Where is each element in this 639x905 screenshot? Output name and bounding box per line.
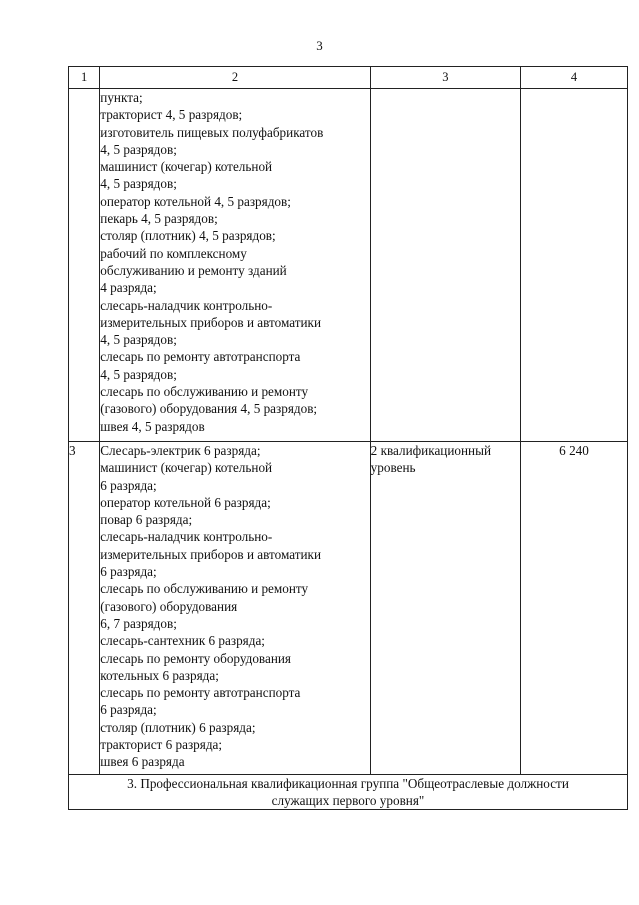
profession-line: столяр (плотник) 6 разряда;: [100, 719, 256, 735]
profession-line: 6 разряда;: [100, 702, 157, 718]
header-cell-1: 1: [69, 67, 100, 89]
profession-line: слесарь по обслуживанию и ремонту: [100, 581, 309, 597]
profession-line: столяр (плотник) 4, 5 разрядов;: [100, 228, 276, 244]
qualification-level-cell: [370, 89, 520, 442]
profession-line: машинист (кочегар) котельной: [100, 159, 273, 175]
profession-line: слесарь-сантехник 6 разряда;: [100, 633, 265, 649]
table-row: [69, 442, 628, 775]
profession-line: слесарь-наладчик контрольно-: [100, 529, 273, 545]
qualification-table: [68, 66, 628, 810]
profession-line: пекарь 4, 5 разрядов;: [100, 211, 218, 227]
profession-line: обслуживанию и ремонту зданий: [100, 262, 287, 278]
row-number-cell: 3: [69, 442, 100, 775]
profession-line: 4 разряда;: [100, 280, 157, 296]
profession-line: 6 разряда;: [100, 477, 157, 493]
table-header-row: [69, 67, 628, 89]
profession-line: оператор котельной 4, 5 разрядов;: [100, 193, 291, 209]
professions-cell: [100, 89, 370, 442]
profession-line: 4, 5 разрядов;: [100, 141, 177, 157]
header-cell-3: 3: [370, 67, 520, 89]
profession-line: оператор котельной 6 разряда;: [100, 494, 271, 510]
group-heading-row: [69, 775, 628, 810]
profession-line: слесарь по ремонту автотранспорта: [100, 349, 301, 365]
profession-line: Слесарь-электрик 6 разряда;: [100, 443, 261, 458]
profession-line: швея 4, 5 разрядов: [100, 418, 205, 434]
profession-line: слесарь по ремонту автотранспорта: [100, 685, 301, 701]
salary-cell: [521, 89, 628, 442]
header-cell-2: 2: [100, 67, 370, 89]
qualification-level-line: 2 квалификационный: [370, 443, 492, 458]
profession-line: котельных 6 разряда;: [100, 667, 219, 683]
profession-line: машинист (кочегар) котельной: [100, 460, 273, 476]
qualification-level-cell: [370, 442, 520, 775]
profession-line: 4, 5 разрядов;: [100, 332, 177, 348]
profession-line: 6 разряда;: [100, 564, 157, 580]
profession-line: (газового) оборудования: [100, 598, 238, 614]
profession-line: изготовитель пищевых полуфабрикатов: [100, 124, 324, 140]
table-row: [69, 89, 628, 442]
professions-cell: [100, 442, 370, 775]
group-heading-line: 3. Профессиональная квалификационная группа "Общеотраслевые должности: [127, 776, 569, 791]
qualification-level-line: уровень: [370, 460, 416, 476]
profession-line: измерительных приборов и автоматики: [100, 314, 322, 330]
profession-line: измерительных приборов и автоматики: [100, 546, 322, 562]
page-number: 3: [316, 38, 323, 53]
profession-line: тракторист 4, 5 разрядов;: [100, 107, 243, 123]
group-heading-line: служащих первого уровня": [271, 793, 425, 808]
profession-line: рабочий по комплексному: [100, 245, 247, 261]
salary-cell: 6 240: [521, 442, 628, 775]
profession-line: пункта;: [100, 90, 143, 105]
profession-line: 4, 5 разрядов;: [100, 176, 177, 192]
profession-line: (газового) оборудования 4, 5 разрядов;: [100, 401, 318, 417]
group-heading-cell: [69, 775, 628, 810]
profession-line: слесарь по обслуживанию и ремонту: [100, 384, 309, 400]
row-number-cell: [69, 89, 100, 442]
profession-line: 4, 5 разрядов;: [100, 366, 177, 382]
profession-line: слесарь-наладчик контрольно-: [100, 297, 273, 313]
profession-line: тракторист 6 разряда;: [100, 737, 223, 753]
profession-line: 6, 7 разрядов;: [100, 615, 177, 631]
profession-line: швея 6 разряда: [100, 754, 185, 770]
profession-line: повар 6 разряда;: [100, 512, 193, 528]
header-cell-4: 4: [521, 67, 628, 89]
profession-line: слесарь по ремонту оборудования: [100, 650, 291, 666]
